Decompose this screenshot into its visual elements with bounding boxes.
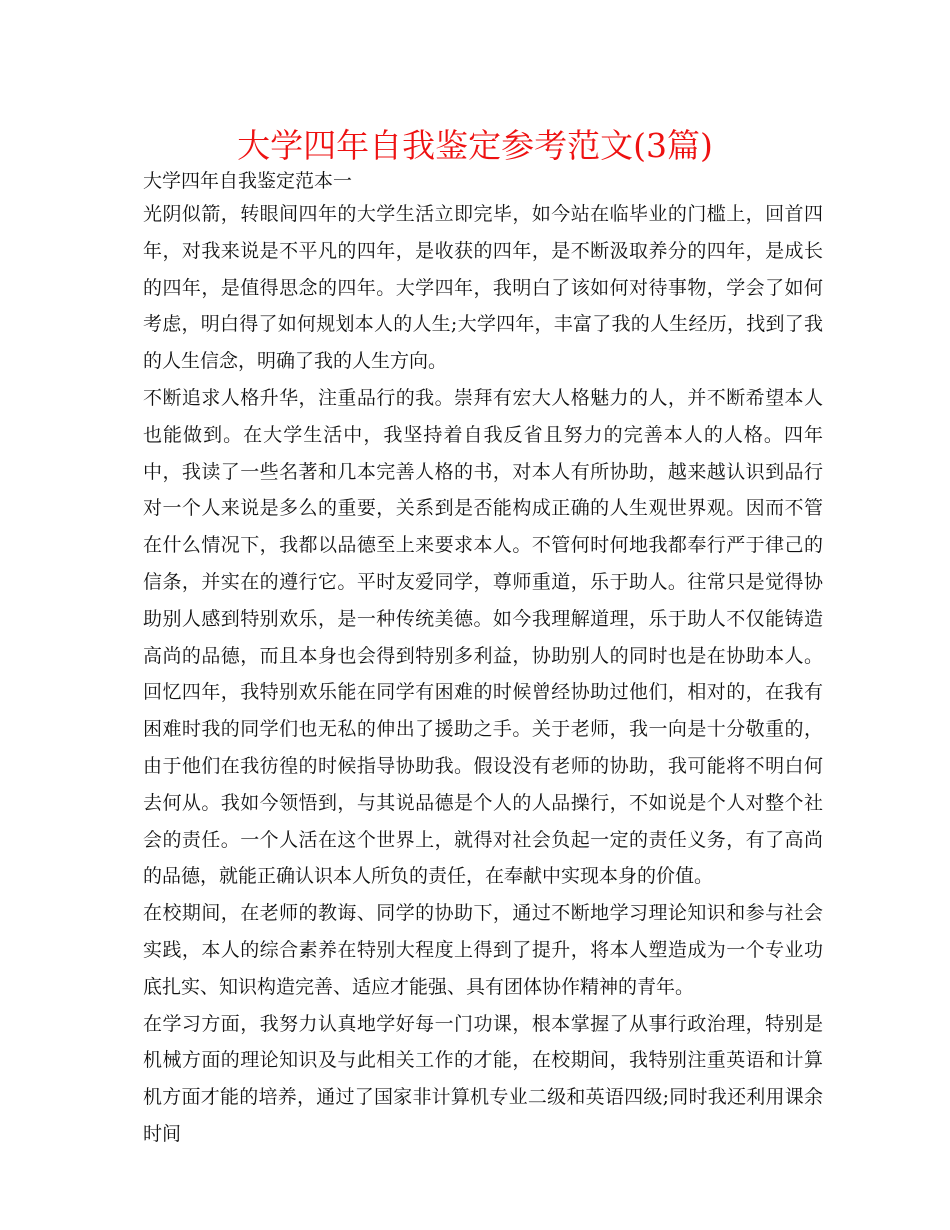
paragraph-1: 光阴似箭，转眼间四年的大学生活立即完毕，如今站在临毕业的门槛上，回首四年，对我来说是不平凡的四年，是收获的四年，是不断汲取养分的四年，是成长的四年，是值得思念的四年。大学四年，我明白了该如何对待事物，学会了如何考虑，明白得了如何规划本人的人生;大学四年，丰富了我的人生经历，找到了我的人生信念，明确了我的人生方向。	[143, 203, 823, 373]
document-body	[143, 166, 823, 1153]
paragraph-2: 不断追求人格升华，注重品行的我。崇拜有宏大人格魅力的人，并不断希望本人也能做到。在大学生活中，我坚持着自我反省且努力的完善本人的人格。四年中，我读了一些名著和几本完善人格的书，对本人有所协助，越来越认识到品行对一个人来说是多么的重要，关系到是否能构成正确的人生观世界观。因而不管在什么情况下，我都以品德至上来要求本人。不管何时何地我都奉行严于律己的信条，并实在的遵行它。平时友爱同学，尊师重道，乐于助人。往常只是觉得协助别人感到特别欢乐，是一种传统美德。如今我理解道理，乐于助人不仅能铸造高尚的品德，而且本身也会得到特别多利益，协助别人的同时也是在协助本人。回忆四年，我特别欢乐能在同学有困难的时候曾经协助过他们，相对的，在我有困难时我的同学们也无私的伸出了援助之手。关于老师，我一向是十分敬重的，由于他们在我彷徨的时候指导协助我。假设没有老师的协助，我可能将不明白何去何从。我如今领悟到，与其说品德是个人的人品操行，不如说是个人对整个社会的责任。一个人活在这个世界上，就得对社会负起一定的责任义务，有了高尚的品德，就能正确认识本人所负的责任，在奉献中实现本身的价值。	[143, 386, 823, 888]
section-heading: 大学四年自我鉴定范本一	[143, 170, 353, 192]
paragraph-4: 在学习方面，我努力认真地学好每一门功课，根本掌握了从事行政治理，特别是机械方面的理论知识及与此相关工作的才能，在校期间，我特别注重英语和计算机方面才能的培养，通过了国家非计算机专业二级和英语四级;同时我还利用课余时间	[143, 1012, 823, 1145]
paragraph-3: 在校期间，在老师的教诲、同学的协助下，通过不断地学习理论知识和参与社会实践，本人的综合素养在特别大程度上得到了提升，将本人塑造成为一个专业功底扎实、知识构造完善、适应才能强、具有团体协作精神的青年。	[143, 902, 823, 998]
document-title: 大学四年自我鉴定参考范文(3篇)	[237, 126, 713, 165]
